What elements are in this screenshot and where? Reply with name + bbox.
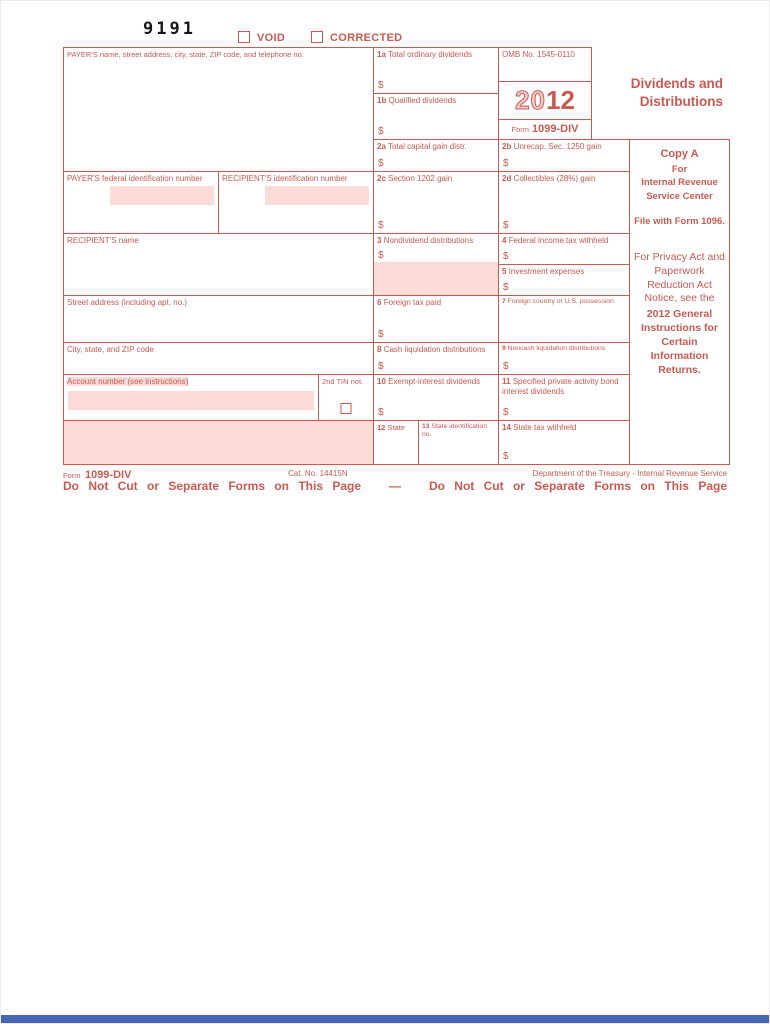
box-2b-label: [499, 140, 629, 154]
void-checkbox[interactable]: [238, 31, 250, 43]
box-14-dollar: $: [503, 451, 509, 462]
box-8-cell[interactable]: [373, 342, 499, 375]
box-2a-cell[interactable]: [373, 139, 499, 172]
box-number: 13: [422, 423, 430, 430]
box-number: 2a: [377, 142, 386, 151]
omb-number: OMB No. 1545-0110: [502, 50, 575, 59]
box-4-label: [499, 234, 629, 248]
box-number: 11: [502, 377, 511, 386]
box-7-label: [499, 296, 629, 308]
box-13-label: [419, 421, 498, 441]
form-word: Form: [511, 125, 529, 134]
box-1b-dollar: $: [378, 126, 384, 137]
box-13-cell[interactable]: [418, 420, 499, 465]
account-number-field[interactable]: [68, 391, 314, 410]
box-number: 4: [502, 236, 507, 245]
box-title: Unrecap. Sec. 1250 gain: [513, 142, 602, 151]
privacy-notice: [633, 251, 726, 378]
copy-a-heading: Copy A: [660, 148, 699, 160]
copy-a-file-with: File with Form 1096.: [634, 215, 725, 227]
second-tin-cell: [318, 374, 374, 421]
box-title: Total capital gain distr.: [387, 142, 467, 151]
city-state-zip-cell[interactable]: [63, 342, 374, 375]
box-3-label: [374, 234, 498, 248]
do-not-cut-right: Do Not Cut or Separate Forms on This Page: [428, 479, 727, 493]
box-5-cell[interactable]: [498, 264, 630, 296]
box-10-cell[interactable]: [373, 374, 499, 421]
box-number: 2d: [502, 174, 512, 183]
box-2a-label: [374, 140, 498, 154]
box-8-dollar: $: [378, 361, 384, 372]
box-10-dollar: $: [378, 407, 384, 418]
tax-year-cell: [498, 81, 592, 120]
box-2b-dollar: $: [503, 158, 509, 169]
box-number: 12: [377, 423, 386, 432]
box-title: Exempt-interest dividends: [388, 377, 481, 386]
box-1a-label: [374, 48, 498, 62]
box-10-label: [374, 375, 498, 389]
box-5-label: [499, 265, 629, 279]
box-title: Qualified dividends: [388, 96, 457, 105]
do-not-cut-banner: [63, 479, 727, 493]
box-14-label: [499, 421, 629, 435]
box-1b-cell[interactable]: [373, 93, 499, 140]
street-address-cell[interactable]: [63, 295, 374, 343]
box-2c-label: [374, 172, 498, 186]
privacy-notice-normal: For Privacy Act and Paperwork Reduction Act Notice, see the: [633, 250, 726, 305]
form-title-line1: Dividends and: [630, 76, 723, 92]
copy-a-irs-line1: Internal Revenue: [641, 177, 718, 189]
copy-a-for: For: [671, 163, 688, 175]
box-number: 1a: [377, 50, 386, 59]
box-9-dollar: $: [503, 361, 509, 372]
box-1a-dollar: $: [378, 80, 384, 91]
copy-a-sidebar: [629, 139, 730, 465]
box-2c-cell[interactable]: [373, 171, 499, 234]
box-9-label: [499, 343, 629, 355]
scan-code: 9191: [143, 19, 196, 39]
second-tin-checkbox[interactable]: [341, 403, 352, 414]
second-tin-label: 2nd TIN not.: [322, 377, 364, 386]
tax-year-prefix: 20: [515, 85, 546, 115]
recipient-id-cell: [218, 171, 374, 234]
city-state-zip-label: City, state, and ZIP code: [67, 345, 154, 354]
box-14-cell[interactable]: [498, 420, 630, 465]
box-number: 5: [502, 267, 507, 276]
box-number: 8: [377, 345, 382, 354]
box-1a-cell[interactable]: [373, 47, 499, 94]
box-title: Federal income tax withheld: [508, 236, 609, 245]
do-not-cut-separator: —: [389, 479, 401, 493]
corrected-checkbox[interactable]: [311, 31, 323, 43]
box-7-cell[interactable]: [498, 295, 630, 343]
box-2b-cell[interactable]: [498, 139, 630, 172]
box-title: Total ordinary dividends: [387, 50, 473, 59]
box-title: State: [387, 423, 405, 432]
department-line: Department of the Treasury - Internal Revenue Service: [532, 469, 727, 478]
box-title: Noncash liquidation distributions: [507, 345, 606, 352]
recipient-id-field[interactable]: [265, 186, 369, 205]
payer-fed-id-field[interactable]: [110, 186, 214, 205]
form-number-cell: [498, 119, 592, 140]
box-12-cell[interactable]: [373, 420, 419, 465]
payer-name-label: PAYER'S name, street address, city, state, ZIP code, and telephone no.: [67, 50, 304, 59]
box-2d-cell[interactable]: [498, 171, 630, 234]
viewer-bottom-bar: [1, 1015, 769, 1023]
box-number: 3: [377, 236, 382, 245]
box-title: Investment expenses: [508, 267, 585, 276]
box-2d-label: [499, 172, 629, 186]
box-2c-dollar: $: [378, 220, 384, 231]
form-title: [592, 49, 725, 137]
box-number: 7: [502, 298, 506, 305]
box-2d-dollar: $: [503, 220, 509, 231]
box-6-dollar: $: [378, 329, 384, 340]
box-title: Foreign tax paid: [383, 298, 442, 307]
omb-number-cell: [498, 47, 592, 82]
state-row-shaded-cell: [63, 420, 374, 465]
box-title: Foreign country or U.S. possession: [507, 298, 614, 305]
box-11-label: [499, 375, 629, 398]
recipient-name-label: RECIPIENT'S name: [67, 236, 139, 245]
box-title: State tax withheld: [513, 423, 577, 432]
box-title: Cash liquidation distributions: [383, 345, 486, 354]
recipient-id-label: RECIPIENT'S identification number: [222, 174, 348, 183]
tax-year-suffix: 12: [546, 85, 575, 115]
box-3-cell[interactable]: [373, 233, 499, 296]
box-number: 10: [377, 377, 386, 386]
box-title: Collectibles (28%) gain: [513, 174, 596, 183]
catalog-number: Cat. No. 14415N: [288, 469, 348, 478]
box-11-cell[interactable]: [498, 374, 630, 421]
account-number-label: [64, 375, 318, 389]
do-not-cut-left: Do Not Cut or Separate Forms on This Page: [63, 479, 362, 493]
box-11-dollar: $: [503, 407, 509, 418]
box-number: 2c: [377, 174, 386, 183]
form-number: 1099-DIV: [532, 123, 579, 135]
footer-form-word: Form: [63, 471, 81, 480]
box-4-cell[interactable]: [498, 233, 630, 265]
box-9-cell[interactable]: [498, 342, 630, 375]
box-3-shaded-area: [374, 262, 498, 295]
box-4-dollar: $: [503, 251, 509, 262]
payer-fed-id-label: PAYER'S federal identification number: [67, 174, 203, 183]
box-2a-dollar: $: [378, 158, 384, 169]
payer-name-cell[interactable]: [63, 47, 374, 172]
payer-fed-id-cell: [63, 171, 219, 234]
box-8-label: [374, 343, 498, 357]
box-6-label: [374, 296, 498, 310]
recipient-name-cell[interactable]: [63, 233, 374, 296]
box-number: 14: [502, 423, 511, 432]
void-label: VOID: [257, 32, 286, 44]
box-number: 2b: [502, 142, 512, 151]
box-title: State identification no.: [422, 423, 487, 439]
account-number-cell: [63, 374, 319, 421]
box-6-cell[interactable]: [373, 295, 499, 343]
box-title: Section 1202 gain: [388, 174, 453, 183]
box-title: Nondividend distributions: [383, 236, 474, 245]
street-address-label: Street address (including apt. no.): [67, 298, 188, 307]
box-number: 6: [377, 298, 382, 307]
corrected-label: CORRECTED: [330, 32, 403, 44]
account-number-label-text: Account number (see instructions): [67, 377, 189, 386]
box-3-dollar: $: [378, 249, 384, 261]
copy-a-irs-line2: Service Center: [646, 191, 713, 203]
footer-form-number: 1099-DIV: [84, 469, 132, 481]
box-12-label: [374, 421, 418, 434]
box-title: Specified private activity bond interest dividends: [502, 377, 619, 396]
box-number: 9: [502, 345, 506, 352]
box-5-dollar: $: [503, 282, 509, 293]
privacy-notice-bold: 2012 General Instructions for Certain Information Returns.: [640, 308, 718, 376]
box-number: 1b: [377, 96, 387, 105]
box-1b-label: [374, 94, 498, 108]
form-title-line2: Distributions: [639, 94, 723, 109]
